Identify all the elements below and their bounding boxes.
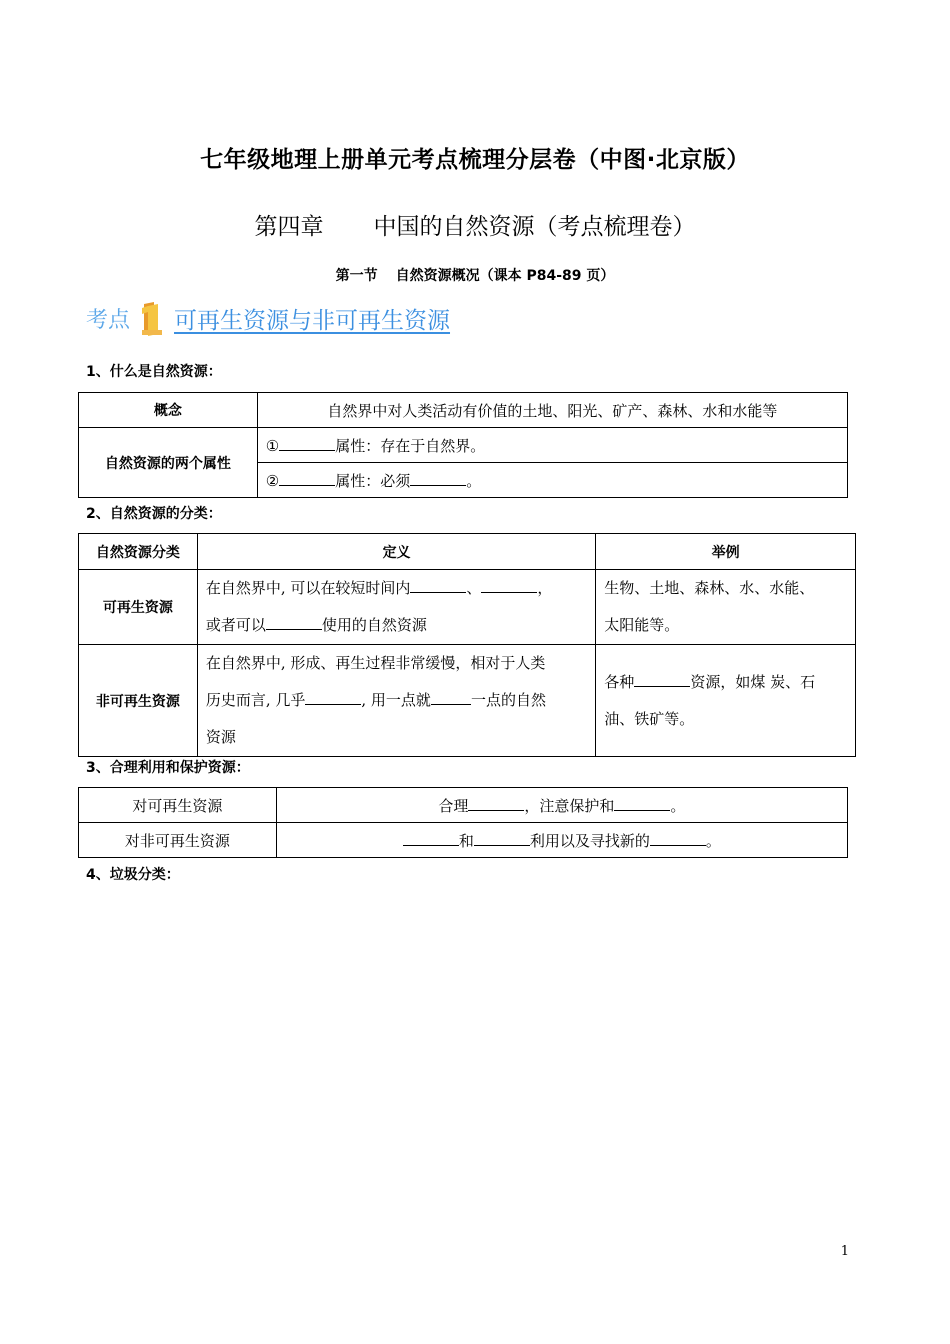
attr1-suffix: 属性：存在于自然界。 [335, 436, 486, 455]
nonrenewable-policy-label: 对非可再生资源 [79, 823, 277, 858]
col-header-example: 举例 [596, 534, 856, 570]
table-row [79, 823, 848, 858]
table-row [79, 570, 856, 645]
page-number: 1 [840, 1244, 849, 1259]
blank[interactable] [468, 796, 524, 811]
renewable-label: 可再生资源 [79, 570, 198, 645]
attr1-prefix: ① [265, 436, 280, 455]
renew-def-text: 或者可以 [205, 616, 266, 634]
blank[interactable] [634, 672, 690, 687]
table-row [79, 428, 848, 463]
nonrenew-example-line: 油、铁矿等。 [604, 709, 695, 728]
renewable-example [596, 570, 856, 645]
renew-def-comma: ， [537, 579, 553, 597]
nonrenewable-label: 非可再生资源 [79, 645, 198, 757]
blank[interactable] [410, 578, 466, 593]
renew-example-line: 生物、土地、森林、水、水能、 [604, 579, 815, 597]
renew-example-line: 太阳能等。 [604, 616, 680, 634]
attribute-1 [257, 428, 847, 463]
policy-text: 利用以及寻找新的 [529, 831, 650, 850]
nonrenew-def-text: 一点的自然 [470, 691, 546, 709]
nonrenew-def-text: 历史而言, 几乎 [205, 691, 306, 709]
heading-q1: 1、什么是自然资源： [86, 364, 222, 380]
policy-text: 。 [670, 796, 686, 815]
renewable-definition [197, 570, 595, 645]
table-row [79, 393, 848, 428]
blank[interactable] [614, 796, 670, 811]
kaodian-banner [86, 300, 450, 336]
blank[interactable] [650, 831, 706, 846]
attr2-prefix: ② [265, 471, 280, 490]
blank[interactable] [305, 690, 361, 705]
table-row [79, 788, 848, 823]
document-title: 七年级地理上册单元考点梳理分层卷（中图·北京版） [200, 147, 750, 173]
kaodian-topic: 可再生资源与非可再生资源 [174, 307, 451, 334]
attr2-end: 。 [466, 471, 482, 490]
blank[interactable] [279, 471, 335, 486]
section-title [0, 265, 950, 285]
renew-def-sep: 、 [466, 579, 482, 597]
nonrenewable-example [596, 645, 856, 757]
policy-text: 合理 [438, 796, 469, 815]
nonrenew-def-text: , 用一点就 [361, 691, 431, 709]
nonrenewable-policy [276, 823, 847, 858]
heading-q2: 2、自然资源的分类： [86, 506, 222, 522]
nonrenew-def-line: 资源 [205, 728, 236, 746]
blank[interactable] [403, 831, 459, 846]
blank[interactable] [410, 471, 466, 486]
kaodian-label: 考点 [86, 307, 131, 333]
blank[interactable] [481, 578, 537, 593]
attribute-label: 自然资源的两个属性 [79, 428, 258, 498]
attr2-mid: 属性：必须 [335, 471, 411, 490]
concept-value: 自然界中对人类活动有价值的土地、阳光、矿产、森林、水和水能等 [257, 393, 847, 428]
chapter-name: 中国的自然资源（考点梳理卷） [373, 214, 696, 240]
table-classification [78, 533, 856, 757]
renew-def-text: 使用的自然资源 [321, 616, 427, 634]
policy-text: 和 [458, 831, 474, 850]
heading-q3: 3、合理利用和保护资源： [86, 760, 250, 776]
blank[interactable] [266, 615, 322, 630]
chapter-number: 第四章 [254, 214, 324, 240]
table-header-row [79, 534, 856, 570]
kaodian-number-icon [140, 300, 164, 336]
col-header-type: 自然资源分类 [79, 534, 198, 570]
blank[interactable] [474, 831, 530, 846]
section-number: 第一节 [335, 268, 378, 284]
section-name: 自然资源概况（课本 P84-89 页） [395, 268, 615, 284]
renew-def-text: 在自然界中, 可以在较短时间内 [205, 579, 411, 597]
table-row [79, 645, 856, 757]
policy-text: 。 [705, 831, 721, 850]
chapter-title [0, 208, 950, 241]
attribute-2 [257, 463, 847, 498]
nonrenew-example-text: 各种 [604, 672, 635, 691]
col-header-definition: 定义 [197, 534, 595, 570]
concept-label: 概念 [79, 393, 258, 428]
nonrenewable-definition [197, 645, 595, 757]
renewable-policy-label: 对可再生资源 [79, 788, 277, 823]
nonrenew-example-text: 资源，如煤 炭、石 [690, 672, 816, 691]
policy-text: ，注意保护和 [524, 796, 615, 815]
nonrenew-def-line: 在自然界中, 形成、再生过程非常缓慢，相对于人类 [205, 654, 546, 672]
table-natural-resource [78, 392, 848, 498]
table-utilization [78, 787, 848, 858]
heading-q4: 4、垃圾分类： [86, 867, 180, 883]
blank[interactable] [431, 690, 471, 705]
renewable-policy [276, 788, 847, 823]
blank[interactable] [279, 436, 335, 451]
